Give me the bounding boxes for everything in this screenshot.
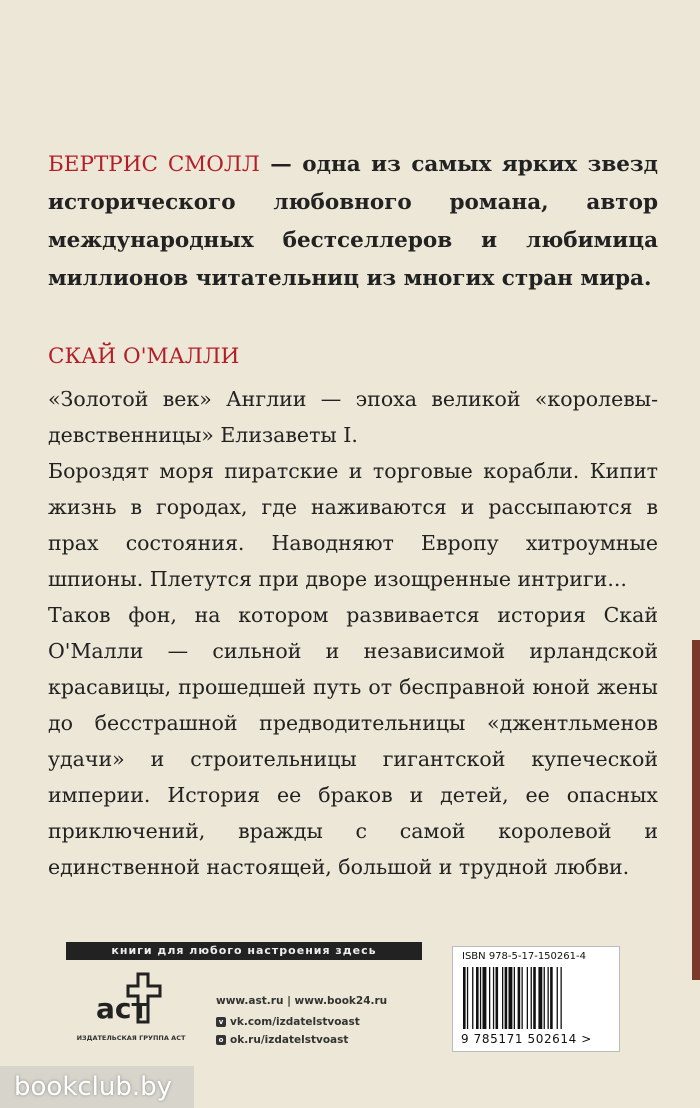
description-paragraph: «Золотой век» Англии — эпоха великой «королевы-девственницы» Елизаветы I. [48,387,658,447]
barcode-bar [538,967,542,1029]
barcode-bar [489,967,490,1029]
book-title: СКАЙ О'МАЛЛИ [48,344,240,369]
ok-icon: o [216,1035,226,1045]
author-bio [48,146,658,298]
publisher-imprint: ИЗДАТЕЛЬСКАЯ ГРУППА АСТ [76,1034,186,1042]
barcode-bar [550,967,553,1029]
barcode-bar [531,967,532,1029]
watermark: bookclub.by [0,1066,194,1108]
barcode-bar [518,967,521,1029]
vk-icon: v [216,1017,226,1027]
barcode-bar [522,967,523,1029]
barcode-bar [533,967,536,1029]
barcode-bar [505,967,508,1029]
barcode-bar [527,967,528,1029]
barcode-bar [463,967,466,1029]
logo-text: аст [96,992,148,1025]
barcode-bar [514,967,515,1029]
isbn-number: ISBN 978-5-17-150261-4 [462,951,586,962]
description-paragraph: Таков фон, на котором развивается история Скай О'Малли — сильной и независимой ирландской красавицы, прошедшей путь от бесправной юной жены до бесстрашной предводительницы «джентльменов удачи» и строительницы гигантской купеческой империи. История ее браков и детей, ее опасных приключений, вражды с самой королевой и единственной настоящей, большой и трудной любви. [48,603,658,879]
barcode-bar [483,967,487,1029]
description-paragraph: Бороздят моря пиратские и торговые корабли. Кипит жизнь в городах, где наживаются и рассыпаются в прах состояния. Наводняют Европу хитроумные шпионы. Плетутся при дворе изощренные интриги... [48,459,658,591]
author-bio-text: — одна из самых ярких звезд исторического любовного романа, автор международных бестселлеров и любимица миллионов читательниц из многих стран мира. [48,152,658,291]
ok-link[interactable]: ok.ru/izdatelstvoast [230,1034,349,1046]
barcode-panel [452,946,620,1052]
barcode-bar [476,967,479,1029]
barcode-bar [496,967,499,1029]
barcode-bar [544,967,545,1029]
publisher-links [216,992,387,1049]
book-description [48,381,658,885]
publisher-slogan: книги для любого настроения здесь [66,942,422,960]
publisher-websites[interactable]: www.ast.ru | www.book24.ru [216,995,388,1007]
author-name: БЕРТРИС СМОЛЛ [48,152,260,177]
barcode-bar [557,967,558,1029]
barcode-bar [509,967,513,1029]
vk-link[interactable]: vk.com/izdatelstvoast [230,1016,360,1028]
barcode-digits: 9 785171 502614 > [461,1032,592,1046]
barcode-bar [480,967,481,1029]
spine-edge [692,640,700,980]
ast-logo [94,970,164,1026]
barcode-bar [493,967,494,1029]
barcode-bar [548,967,549,1029]
barcode-bar [467,967,468,1029]
barcode-bar [561,967,562,1029]
barcode-bar [472,967,473,1029]
barcode-icon [461,967,611,1029]
barcode-bar [502,967,503,1029]
